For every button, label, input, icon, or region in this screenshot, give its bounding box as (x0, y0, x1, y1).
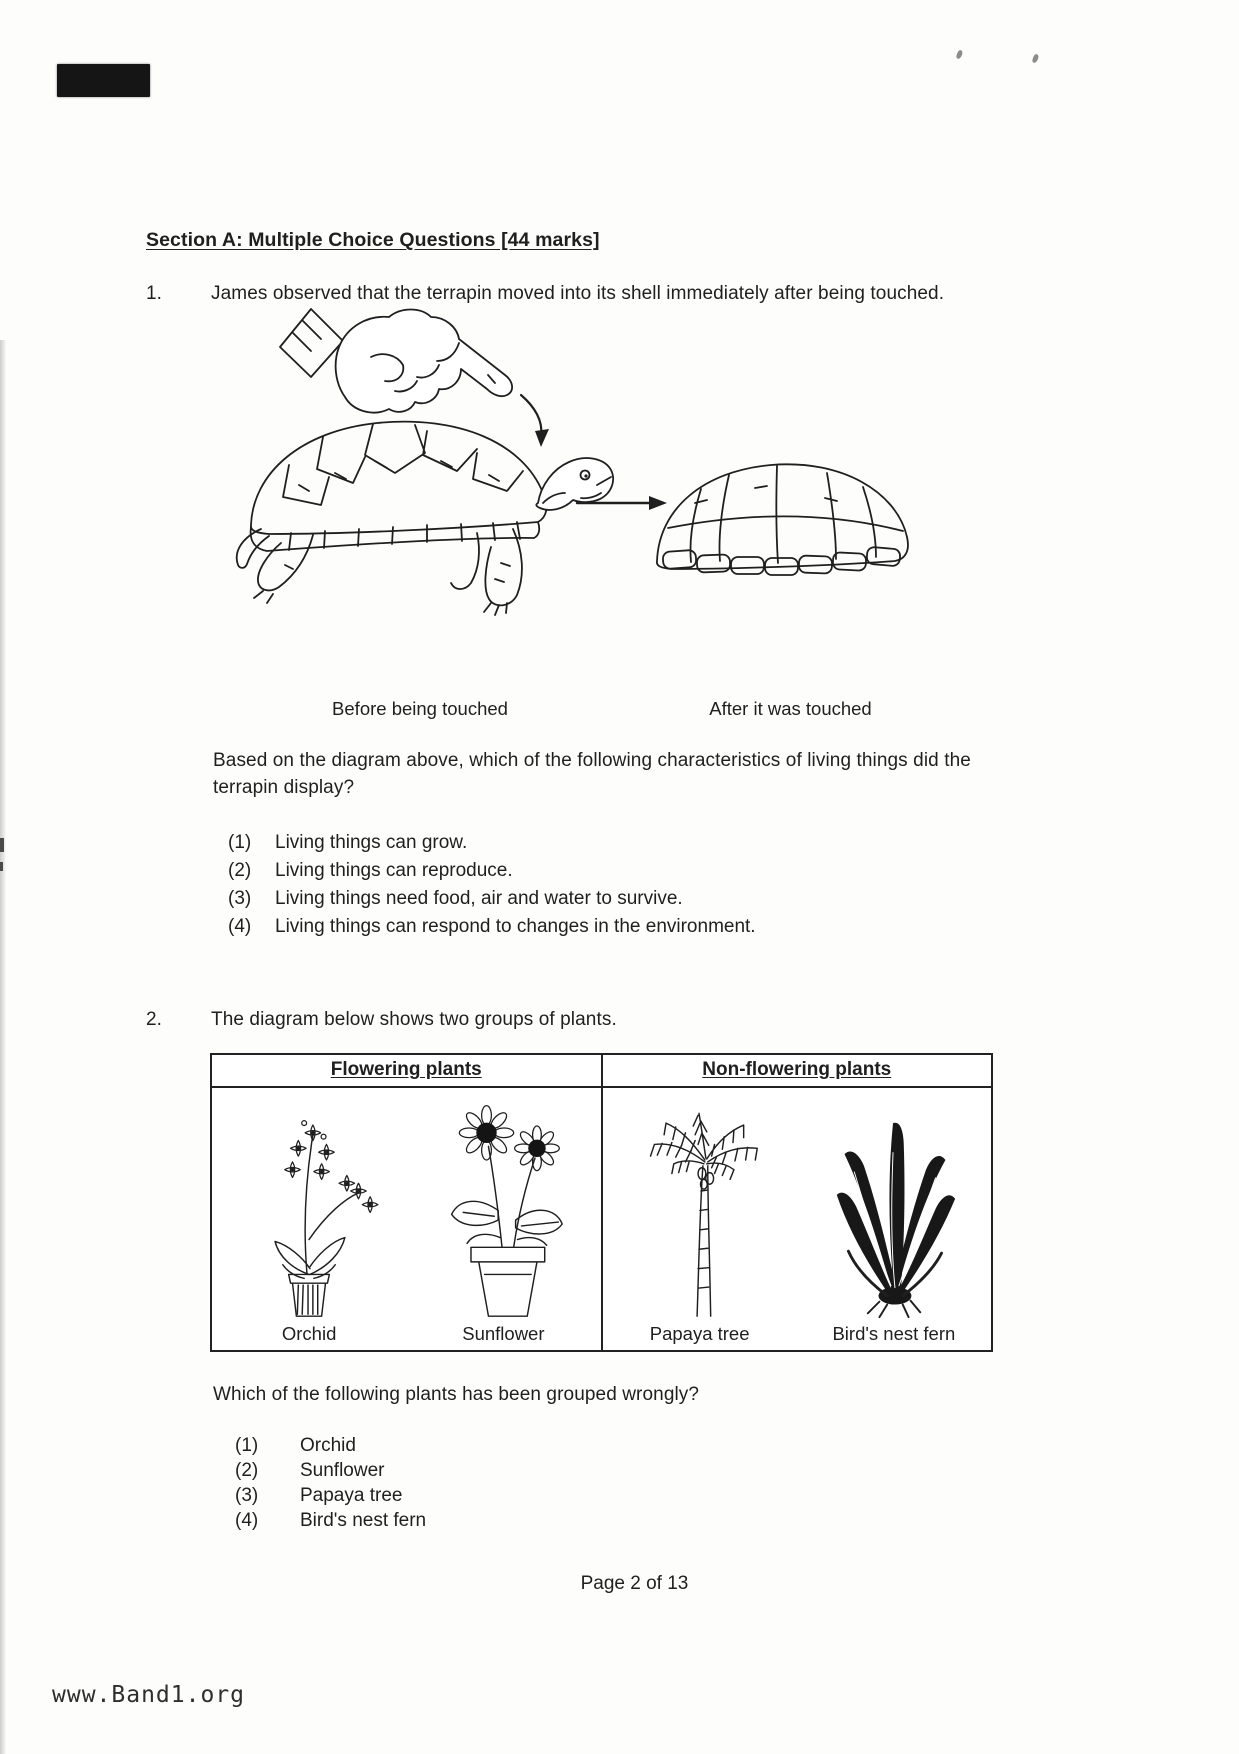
q1-option-1 (228, 829, 756, 857)
option-text: Bird's nest fern (300, 1510, 427, 1531)
orchid-illustration (234, 1094, 384, 1322)
option-text: Living things can respond to changes in the environment. (275, 916, 756, 937)
q1-options (228, 829, 756, 941)
option-number: (1) (228, 832, 252, 853)
non-flowering-column (603, 1088, 992, 1350)
header-non-flowering-plants: Non-flowering plants (702, 1059, 892, 1080)
option-number: (4) (228, 916, 252, 937)
plant-caption-orchid: Orchid (281, 1323, 337, 1344)
q1-option-2 (228, 857, 756, 885)
q2-options (235, 1433, 426, 1533)
option-text: Living things can reproduce. (275, 860, 513, 881)
q2-option-1 (235, 1433, 426, 1458)
plants-table-body (212, 1088, 991, 1350)
q2-option-3 (235, 1483, 426, 1508)
q1-stem: James observed that the terrapin moved into its shell immediately after being touched. (211, 283, 945, 304)
scan-speck (956, 49, 964, 59)
plant-caption-birds-nest-fern: Bird's nest fern (832, 1323, 956, 1344)
birds-nest-fern-cell (797, 1088, 991, 1350)
q2-question: Which of the following plants has been grouped wrongly? (213, 1384, 700, 1405)
scan-speck (0, 838, 4, 852)
figure-caption-before: Before being touched (332, 698, 508, 719)
section-heading: Section A: Multiple Choice Questions [44 marks] (146, 229, 600, 251)
touch-arrow-icon (521, 395, 549, 447)
redaction-mark (57, 64, 150, 97)
plants-table (210, 1053, 993, 1352)
option-number: (1) (235, 1435, 259, 1456)
scan-speck (1032, 53, 1040, 63)
plant-caption-papaya-tree: Papaya tree (649, 1323, 750, 1344)
option-number: (2) (228, 860, 252, 881)
sunflower-illustration (418, 1094, 588, 1322)
scan-edge-artifact (0, 340, 6, 1754)
q1-number: 1. (146, 283, 162, 304)
option-text: Papaya tree (300, 1485, 403, 1506)
sunflower-cell (406, 1088, 600, 1350)
plants-table-header (212, 1055, 991, 1088)
header-flowering-plants: Flowering plants (212, 1055, 603, 1086)
q2-number: 2. (146, 1009, 162, 1030)
option-number: (3) (235, 1485, 259, 1506)
figure-caption-after: After it was touched (709, 698, 872, 719)
option-text: Living things need food, air and water to survive. (275, 888, 683, 909)
q1-option-4 (228, 913, 756, 941)
page-number: Page 2 of 13 (580, 1573, 689, 1594)
birds-nest-fern-illustration (809, 1094, 979, 1322)
option-text: Orchid (300, 1435, 356, 1456)
terrapin-before-illustration (237, 422, 613, 615)
scan-speck (0, 862, 3, 871)
pointing-hand-illustration (280, 309, 512, 413)
flowering-column (212, 1088, 603, 1350)
terrapin-diagram-illustration (225, 303, 915, 688)
option-number: (3) (228, 888, 252, 909)
q2-option-2 (235, 1458, 426, 1483)
watermark-url: www.Band1.org (52, 1682, 246, 1708)
q2-option-4 (235, 1508, 426, 1533)
q2-stem: The diagram below shows two groups of plants. (211, 1009, 617, 1030)
q1-option-3 (228, 885, 756, 913)
terrapin-after-illustration (657, 464, 908, 575)
plant-caption-sunflower: Sunflower (462, 1323, 545, 1344)
option-text: Sunflower (300, 1460, 385, 1481)
papaya-tree-illustration (615, 1094, 785, 1322)
papaya-cell (603, 1088, 797, 1350)
option-text: Living things can grow. (275, 832, 468, 853)
option-number: (2) (235, 1460, 259, 1481)
orchid-cell (212, 1088, 406, 1350)
option-number: (4) (235, 1510, 259, 1531)
q1-question: Based on the diagram above, which of the following characteristics of living things did the terrapin display? (213, 750, 971, 798)
